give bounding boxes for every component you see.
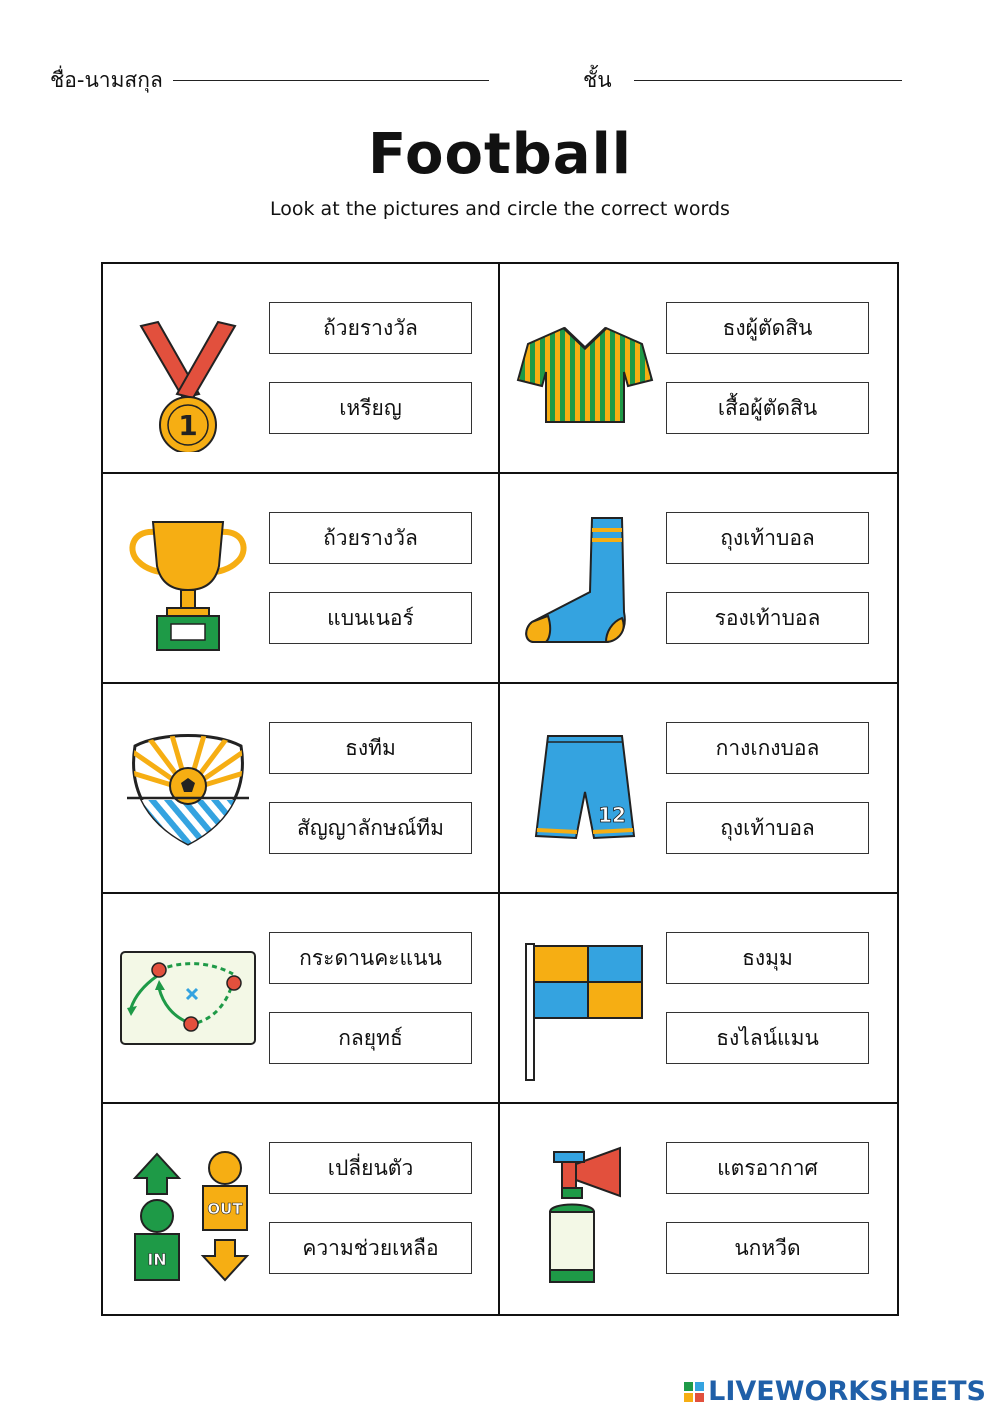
option-box[interactable]: ธงมุม [666,932,869,984]
substitution-icon [113,1122,263,1292]
option-box[interactable]: แบนเนอร์ [269,592,472,644]
option-box[interactable]: ธงทีม [269,722,472,774]
exercise-cell [500,264,897,474]
option-box[interactable]: เปลี่ยนตัว [269,1142,472,1194]
air-horn-icon [510,1122,660,1292]
option-box[interactable]: กางเกงบอล [666,722,869,774]
shorts-icon [510,702,660,872]
exercise-cell [500,684,897,894]
option-box[interactable]: ถ้วยรางวัล [269,302,472,354]
option-box[interactable]: นกหวีด [666,1222,869,1274]
logo-mark-icon [684,1382,704,1402]
option-box[interactable]: ถุงเท้าบอล [666,512,869,564]
exercise-cell [500,1104,897,1314]
option-box[interactable]: สัญญาลักษณ์ทีม [269,802,472,854]
option-box[interactable]: กลยุทธ์ [269,1012,472,1064]
corner-flag-icon [510,912,660,1082]
option-box[interactable]: ธงผู้ตัดสิน [666,302,869,354]
trophy-icon [113,492,263,662]
option-box[interactable]: ถุงเท้าบอล [666,802,869,854]
sock-icon [510,492,660,662]
exercise-cell [103,474,500,684]
out-label: OUT [207,1200,243,1218]
option-box[interactable]: รองเท้าบอล [666,592,869,644]
exercise-cell [103,684,500,894]
class-label: ชั้น [583,68,612,92]
exercise-grid [101,262,899,1316]
exercise-cell [500,474,897,684]
medal-icon [113,282,263,452]
logo-text: LIVEWORKSHEETS [708,1376,986,1407]
instructions: Look at the pictures and circle the correct words [270,198,730,220]
option-box[interactable]: เหรียญ [269,382,472,434]
exercise-cell [500,894,897,1104]
option-box[interactable]: แตรอากาศ [666,1142,869,1194]
liveworksheets-logo [684,1376,986,1407]
option-box[interactable]: กระดานคะแนน [269,932,472,984]
option-box[interactable]: เสื้อผู้ตัดสิน [666,382,869,434]
referee-shirt-icon [510,282,660,452]
name-line[interactable] [173,80,489,81]
team-badge-icon [113,702,263,872]
option-box[interactable]: ความช่วยเหลือ [269,1222,472,1274]
shorts-number: 12 [598,803,626,827]
option-box[interactable]: ถ้วยรางวัล [269,512,472,564]
name-label: ชื่อ-นามสกุล [50,68,163,92]
in-label: IN [147,1250,167,1269]
exercise-cell [103,264,500,474]
exercise-cell [103,1104,500,1314]
option-box[interactable]: ธงไลน์แมน [666,1012,869,1064]
class-line[interactable] [634,80,902,81]
page-title: Football [368,122,632,187]
medal-number: 1 [178,409,198,442]
exercise-cell [103,894,500,1104]
tactics-board-icon [113,912,263,1082]
